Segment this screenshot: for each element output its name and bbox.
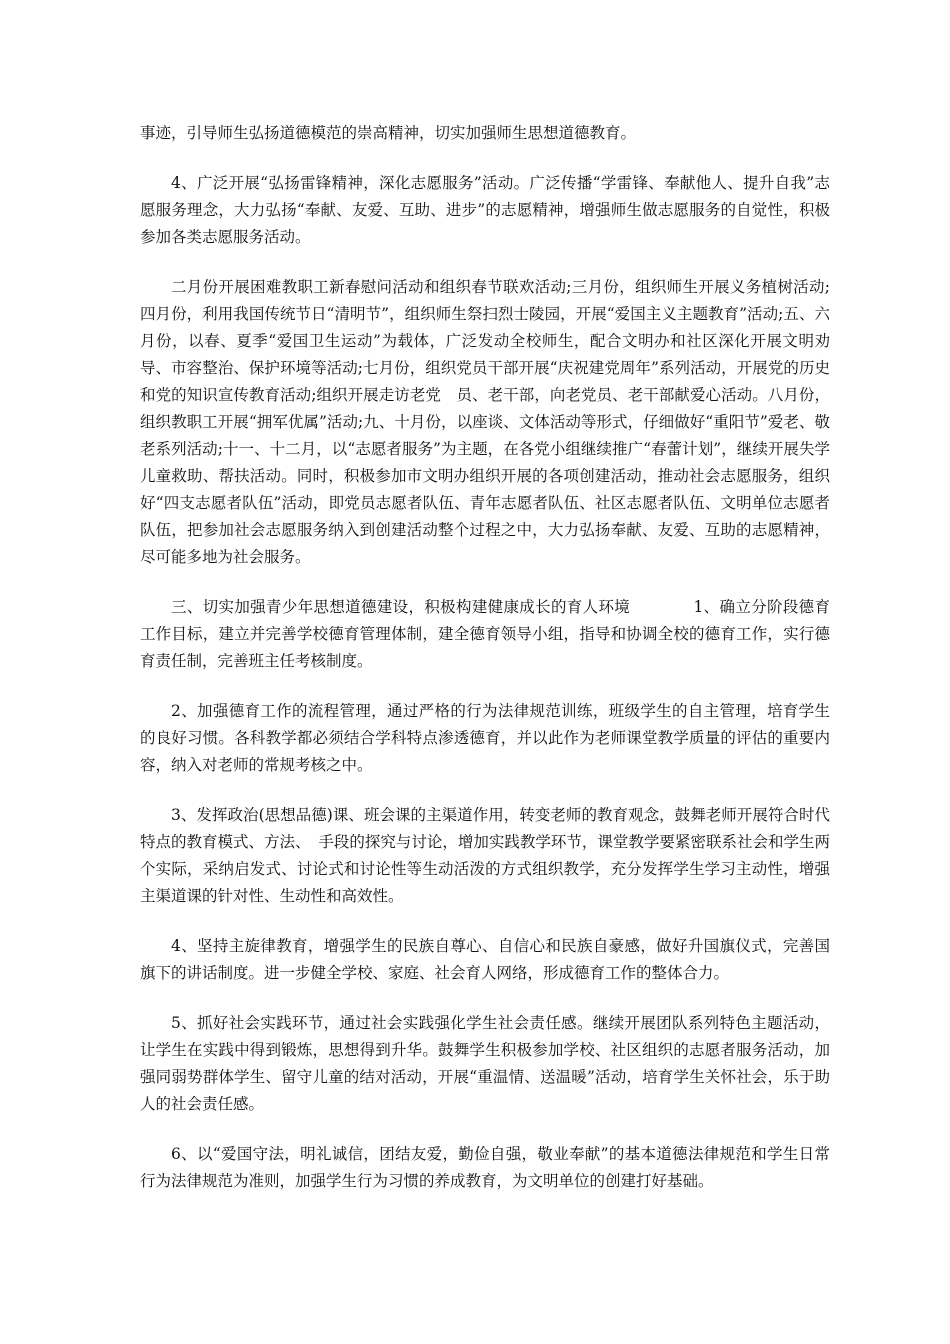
- paragraph-9: 6、以“爱国守法，明礼诚信，团结友爱，勤俭自强，敬业奉献”的基本道德法律规范和学生日常行为法律规范为准则，加强学生行为习惯的养成教育，为文明单位的创建打好基础。: [140, 1145, 830, 1190]
- paragraph-5: 2、加强德育工作的流程管理，通过严格的行为法律规范训练，班级学生的自主管理，培育学生的良好习惯。各科教学都必须结合学科特点渗透德育，并以此作为老师课堂教学质量的评估的重要内容，纳入对老师的常规考核之中。: [140, 702, 830, 774]
- paragraph-1: 事迹，引导师生弘扬道德模范的崇高精神，切实加强师生思想道德教育。: [140, 124, 637, 142]
- paragraph-3: 二月份开展困难教职工新春慰问活动和组织春节联欢活动;三月份，组织师生开展义务植树活动;四月份，利用我国传统节日“清明节”，组织师生祭扫烈士陵园，开展“爱国主义主题教育”活动;五、六月份，以春、夏季“爱国卫生运动”为载体，广泛发动全校师生，配合文明办和社区深化开展文明劝导、市容整治、保护环境等活动;七月份，组织党员干部开展“庆祝建党周年”系列活动，开展党的历史和党的知识宣传教育活动;组织开展走访老党 员、老干部，向老党员、老干部献爱心活动。八月份，组织教职工开展“拥军优属”活动;九、十月份，以座谈、文体活动等形式，仔细做好“重阳节”爱老、敬老系列活动;十一、十二月，以“志愿者服务”为主题，在各党小组继续推广“春蕾计划”，继续开展失学儿童救助、帮扶活动。同时，积极参加市文明办组织开展的各项创建活动，推动社会志愿服务，组织好“四支志愿者队伍”活动，即党员志愿者队伍、青年志愿者队伍、社区志愿者队伍、文明单位志愿者队伍，把参加社会志愿服务纳入到创建活动整个过程之中，大力弘扬奉献、友爱、互助的志愿精神，尽可能多地为社会服务。: [140, 278, 830, 566]
- paragraph-4: 三、切实加强青少年思想道德建设，积极构建健康成长的育人环境 1、确立分阶段德育工作目标，建立并完善学校德育管理体制，建全德育领导小组，指导和协调全校的德育工作，实行德育责任制，完善班主任考核制度。: [140, 598, 830, 670]
- paragraph-8: 5、抓好社会实践环节，通过社会实践强化学生社会责任感。继续开展团队系列特色主题活动，让学生在实践中得到锻炼，思想得到升华。鼓舞学生积极参加学校、社区组织的志愿者服务活动，加强同弱势群体学生、留守儿童的结对活动，开展“重温情、送温暖”活动，培育学生关怀社会，乐于助人的社会责任感。: [140, 1014, 830, 1113]
- paragraph-2: 4、广泛开展“弘扬雷锋精神，深化志愿服务”活动。广泛传播“学雷锋、奉献他人、提升自我”志愿服务理念，大力弘扬“奉献、友爱、互助、进步”的志愿精神，增强师生做志愿服务的自觉性，积极参加各类志愿服务活动。: [140, 174, 830, 246]
- paragraph-6: 3、发挥政治(思想品德)课、班会课的主渠道作用，转变老师的教育观念，鼓舞老师开展符合时代特点的教育模式、方法、 手段的探究与讨论，增加实践教学环节，课堂教学要紧密联系社会和学生两个实际，采纳启发式、讨论式和讨论性等生动活泼的方式组织教学，充分发挥学生学习主动性，增强主渠道课的针对性、生动性和高效性。: [140, 806, 830, 905]
- document-page: [140, 120, 830, 1218]
- paragraph-7: 4、坚持主旋律教育，增强学生的民族自尊心、自信心和民族自豪感，做好升国旗仪式，完善国旗下的讲话制度。进一步健全学校、家庭、社会育人网络，形成德育工作的整体合力。: [140, 937, 830, 982]
